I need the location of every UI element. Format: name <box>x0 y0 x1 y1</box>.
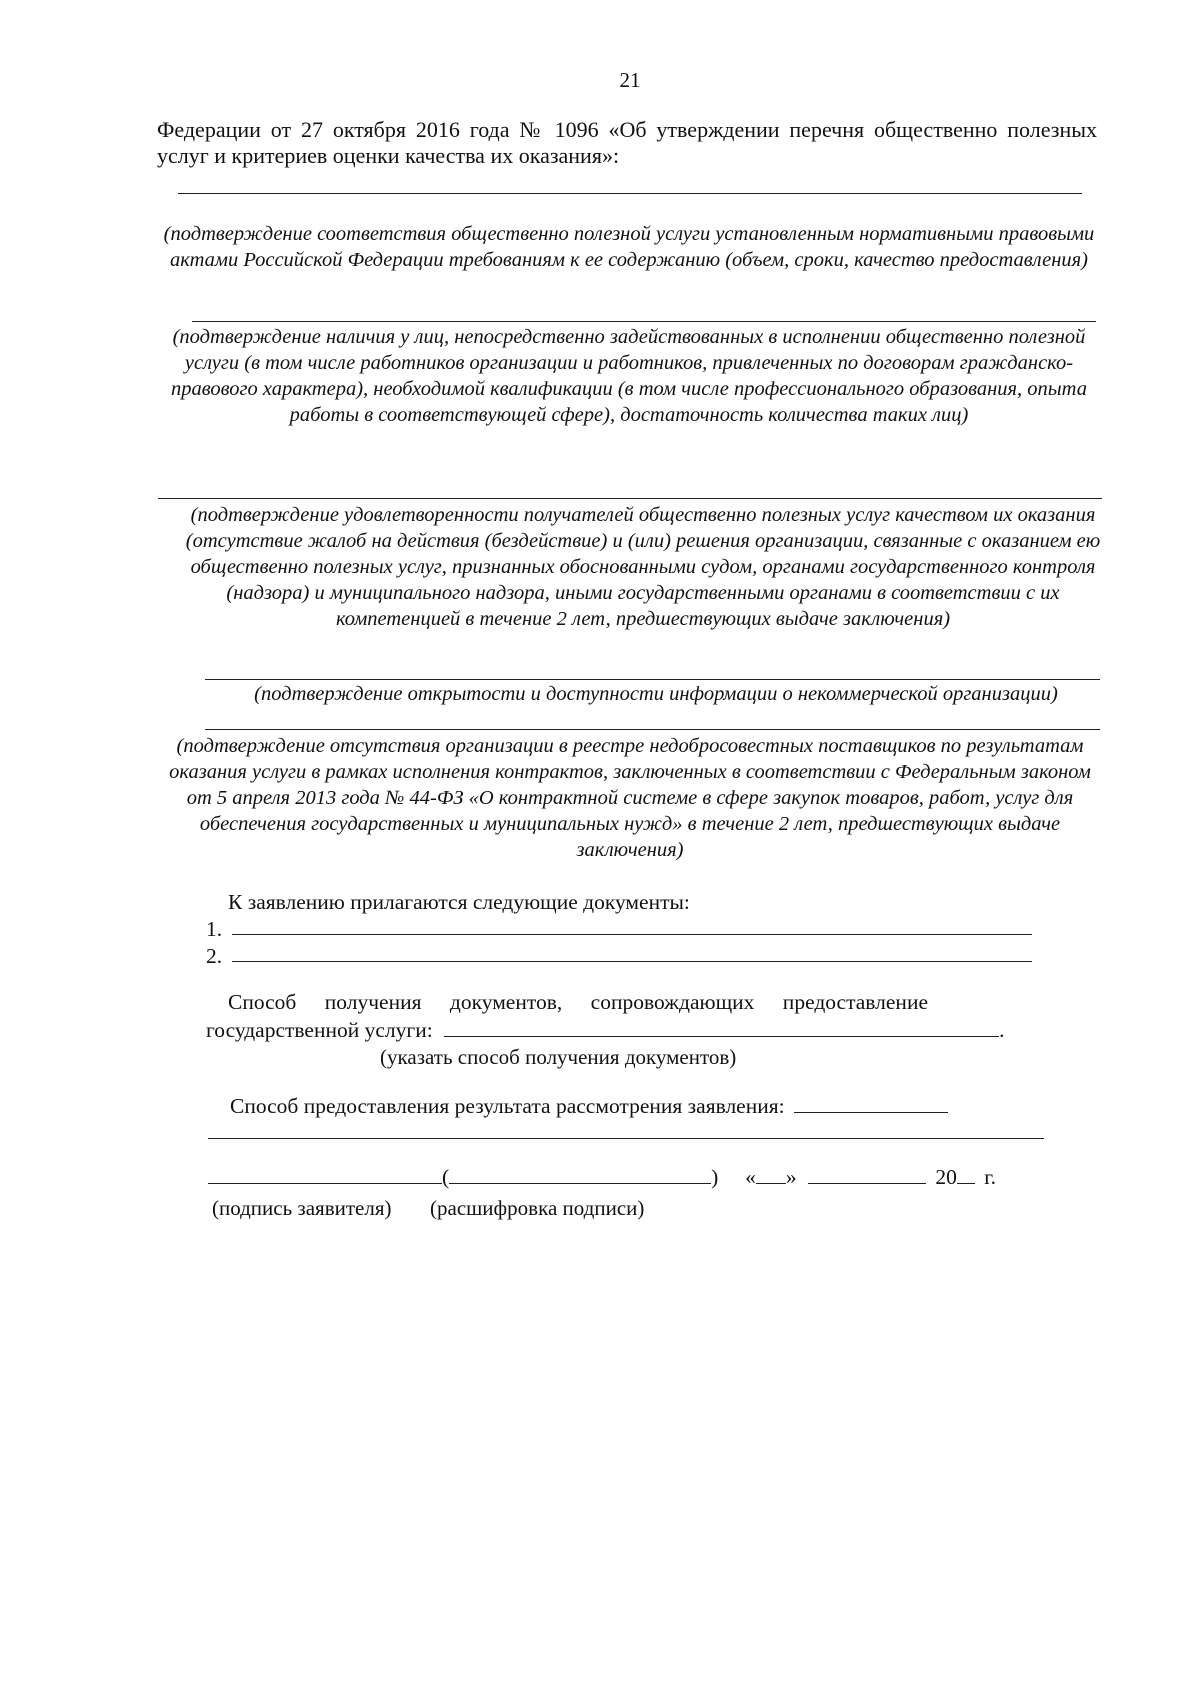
attachment-number-1: 1. <box>206 917 223 941</box>
receipt-method-input[interactable] <box>444 1018 999 1037</box>
caption-information-openness: (подтверждение открытости и доступности информации о некоммерческой организации) <box>254 683 1058 705</box>
result-method-continuation-line[interactable] <box>208 1138 1044 1139</box>
caption-service-compliance: (подтверждение соответствия общественно полезной услуги установленным нормативными правовыми актами Российской Федерации требованиям к ее содержанию (объем, сроки, качество предоставления) <box>163 223 1095 271</box>
year-input[interactable] <box>957 1165 975 1184</box>
quote-close: » <box>785 1165 797 1189</box>
paren-close: ) <box>711 1165 719 1189</box>
page-number: 21 <box>619 68 641 92</box>
result-method-input[interactable] <box>794 1094 948 1113</box>
attachments-heading: К заявлению прилагаются следующие документы: <box>228 890 690 914</box>
month-input[interactable] <box>808 1165 926 1184</box>
signature-input[interactable] <box>208 1165 442 1184</box>
receipt-method-hint: (указать способ получения документов) <box>380 1045 737 1069</box>
input-line-information-openness[interactable] <box>205 679 1100 680</box>
signature-decoding-input[interactable] <box>449 1165 711 1184</box>
attachment-line-1[interactable] <box>232 934 1032 935</box>
caption-recipient-satisfaction: (подтверждение удовлетворенности получателей общественно полезных услуг качеством их оказания (отсутствие жалоб на действия (бездействие) и (или) решения организации, связанные с оказанием ею общественно полезных услуг, признанных обоснованными судом, органами государственного контроля (надзора) и муниципального надзора, иными государственными органами в соответствии с их компетенцией в течение 2 лет, предшествующих выдаче заключения) <box>185 504 1101 630</box>
input-line-staff-qualification[interactable] <box>192 321 1096 322</box>
input-line-registry-absence[interactable] <box>205 729 1100 730</box>
result-method-label: Способ предоставления результата рассмотрения заявления: <box>230 1094 785 1118</box>
year-suffix: г. <box>984 1165 996 1189</box>
decoding-label: (расшифровка подписи) <box>430 1196 645 1220</box>
intro-paragraph: Федерации от 27 октября 2016 года № 1096 «Об утверждении перечня общественно полезных услуг и критериев оценки качества их оказания»: <box>157 117 1097 168</box>
receipt-method-line2 <box>206 1017 1004 1043</box>
caption-registry-absence: (подтверждение отсутствия организации в реестре недобросовестных поставщиков по результатам оказания услуги в рамках исполнения контрактов, заключенных в соответствии с Федеральным законом от 5 апреля 2013 года № 44-ФЗ «О контрактной системе в сфере закупок товаров, работ, услуг для обеспечения государственных и муниципальных нужд» в течение 2 лет, предшествующих выдаче заключения) <box>169 735 1091 861</box>
receipt-method-prefix: государственной услуги: <box>206 1018 433 1042</box>
result-method-line <box>230 1093 948 1119</box>
receipt-method-period: . <box>999 1018 1005 1042</box>
quote-open: « <box>745 1165 756 1189</box>
signature-row <box>208 1164 996 1190</box>
input-line-service-compliance[interactable] <box>178 193 1082 194</box>
receipt-method-line1: Способ получения документов, сопровождающих предоставление <box>228 990 928 1014</box>
attachment-line-2[interactable] <box>232 961 1032 962</box>
input-line-recipient-satisfaction[interactable] <box>158 498 1102 499</box>
paren-open: ( <box>442 1165 450 1189</box>
signature-label: (подпись заявителя) <box>212 1196 392 1220</box>
caption-staff-qualification: (подтверждение наличия у лиц, непосредственно задействованных в исполнении общественно полезной услуги (в том числе работников организации и работников, привлеченных по договорам гражданско-правового характера), необходимой квалификации (в том числе профессионального образования, опыта работы в соответствующей сфере), достаточность количества таких лиц) <box>171 326 1087 426</box>
day-input[interactable] <box>756 1165 786 1184</box>
year-prefix: 20 <box>935 1165 957 1189</box>
attachment-number-2: 2. <box>206 944 223 968</box>
